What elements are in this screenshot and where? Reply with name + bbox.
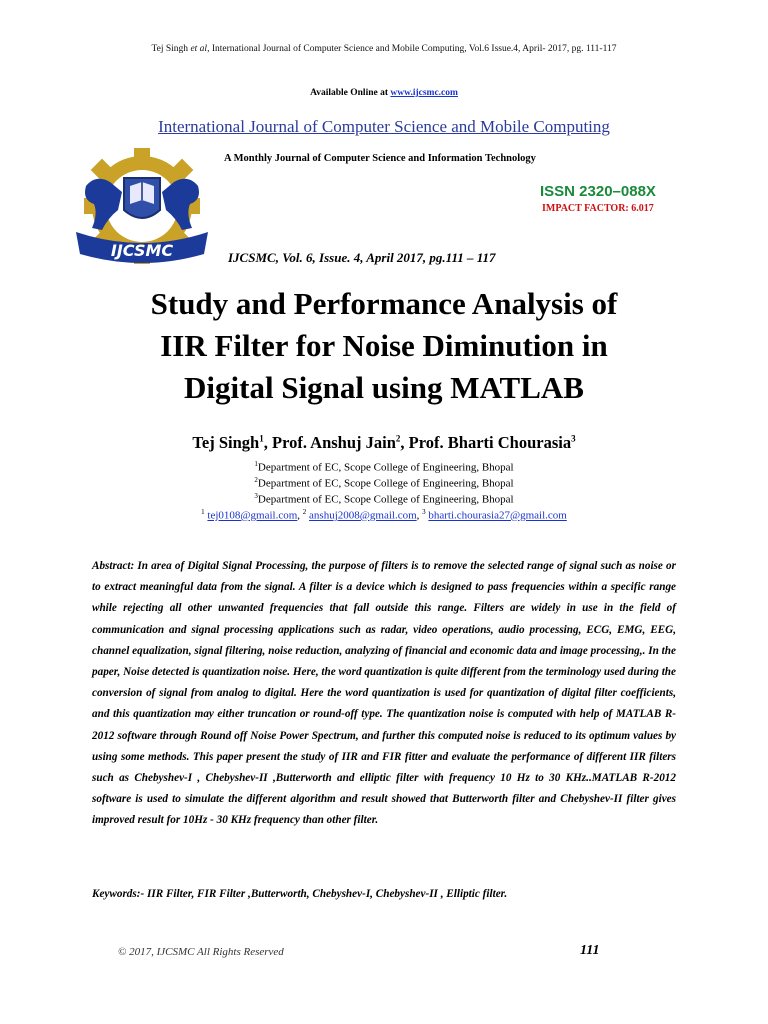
journal-website-link[interactable]: www.ijcsmc.com: [390, 88, 458, 98]
title-line: Digital Signal using MATLAB: [184, 370, 584, 405]
title-line: Study and Performance Analysis of: [150, 286, 618, 321]
author-affiliation-marker: 2: [395, 433, 401, 444]
abstract-line: of MATLAB R-2012 software through Round off Noise Power Spectrum, and further this computed noise is: [92, 708, 677, 742]
svg-text:IJCSMC: IJCSMC: [110, 241, 174, 260]
available-label: Available Online at: [310, 88, 391, 98]
affiliation: $^2$Department of EC, Scope College of Engineering, Bhopal: [254, 476, 514, 490]
abstract-line: noise. Here, the word quantization is quite different from the terminology used during the conversion of: [92, 666, 676, 700]
running-header-etal: et al: [190, 44, 208, 54]
author-name: Prof. Anshuj Jain: [271, 433, 396, 452]
email-link[interactable]: bharti.chourasia27@gmail.com: [428, 509, 567, 522]
author-name: Tej Singh: [192, 433, 260, 452]
email-link[interactable]: anshuj2008@gmail.com: [309, 509, 417, 522]
author-emails: $^1$ tej0108@gmail.com, $^2$ anshuj2008@gmail.com, $^3$ bharti.chourasia27@gmail.com: [201, 508, 567, 522]
abstract-line: filter with frequency 10 Hz to 30 KHz..MATLAB R-2012 software is used to simulate the different algorithm: [92, 772, 676, 806]
author-list: Tej Singh$^1$, Prof. Anshuj Jain$^2$, Prof. Bharti Chourasia$^3$: [192, 433, 576, 452]
running-header-author: Tej Singh: [151, 44, 191, 54]
page-number: 111: [580, 943, 600, 958]
abstract-line: signal from analog to digital. Here the word quantization is used for quantization of digital filter coefficients,: [159, 687, 676, 700]
affiliation: $^1$Department of EC, Scope College of Engineering, Bhopal: [254, 460, 514, 474]
author-affiliation-marker: 1: [259, 433, 264, 444]
running-header-source: , International Journal of Computer Science and Mobile Computing, Vol.6 Issue.4, April- 2017, pg. 111-117: [207, 44, 617, 54]
abstract-line: analyzing of financial and economic data and image processing,. In the paper, Noise detected is quantization: [92, 644, 676, 679]
journal-subtitle: A Monthly Journal of Computer Science and Information Technology: [224, 153, 536, 164]
abstract-line: frequencies within a specific range while rejecting all other unwanted frequencies that fall outside this range.: [92, 581, 677, 615]
keywords: Keywords:- IIR Filter, FIR Filter ,Butterworth, Chebyshev-I, Chebyshev-II , Elliptic filter.: [92, 888, 508, 900]
footer-copyright: © 2017, IJCSMC All Rights Reserved: [118, 946, 284, 958]
running-header: [0, 44, 768, 54]
author-affiliation-marker: 3: [571, 433, 576, 444]
email-link[interactable]: tej0108@gmail.com: [207, 509, 298, 522]
shield-icon: [124, 178, 160, 218]
journal-citation: IJCSMC, Vol. 6, Issue. 4, April 2017, pg.111 – 117: [228, 250, 496, 265]
abstract-line: Abstract: In area of Digital Signal Processing, the purpose of filters is to remove the selected range of signal: [92, 560, 598, 572]
abstract-line: such as noise or to extract meaningful data from the signal. A filter is a device which is designed to pass: [92, 560, 676, 594]
impact-factor: IMPACT FACTOR: 6.017: [542, 203, 654, 214]
abstract-line: and this quantization may either truncation or round-off type. The quantization noise is computed with help: [92, 708, 600, 721]
abstract-line: evaluate the performance of different IIR filters such as Chebyshev-I , Chebyshev-II ,Butterworth and elliptic: [92, 750, 676, 785]
abstract-line: video operations, audio processing, ECG, EMG, EEG, channel equalization, signal filtering, noise reduction,: [92, 623, 676, 657]
abstract-line: Filters are widely in use in the field of communication and signal processing applications such as radar,: [92, 602, 676, 636]
affiliation: $^3$Department of EC, Scope College of Engineering, Bhopal: [254, 492, 514, 506]
author-name: Prof. Bharti Chourasia: [408, 433, 572, 452]
available-online: [0, 88, 768, 98]
paper-title: [70, 283, 698, 409]
abstract-line: reduced to its optimum values by using some methods. This paper present the study of IIR and FIR fitter and: [92, 729, 677, 763]
issn-number: ISSN 2320–088X: [540, 183, 656, 200]
abstract: [92, 556, 676, 832]
title-line: IIR Filter for Noise Diminution in: [160, 328, 608, 363]
abstract-line: frequency than other filter.: [253, 814, 379, 827]
ijcsmc-logo: [68, 148, 216, 270]
abstract-line: and result showed that Butterworth filter and Chebyshev-II filter gives improved result for 10Hz - 30 KHz: [92, 793, 676, 827]
journal-name[interactable]: International Journal of Computer Science and Mobile Computing: [158, 117, 610, 136]
